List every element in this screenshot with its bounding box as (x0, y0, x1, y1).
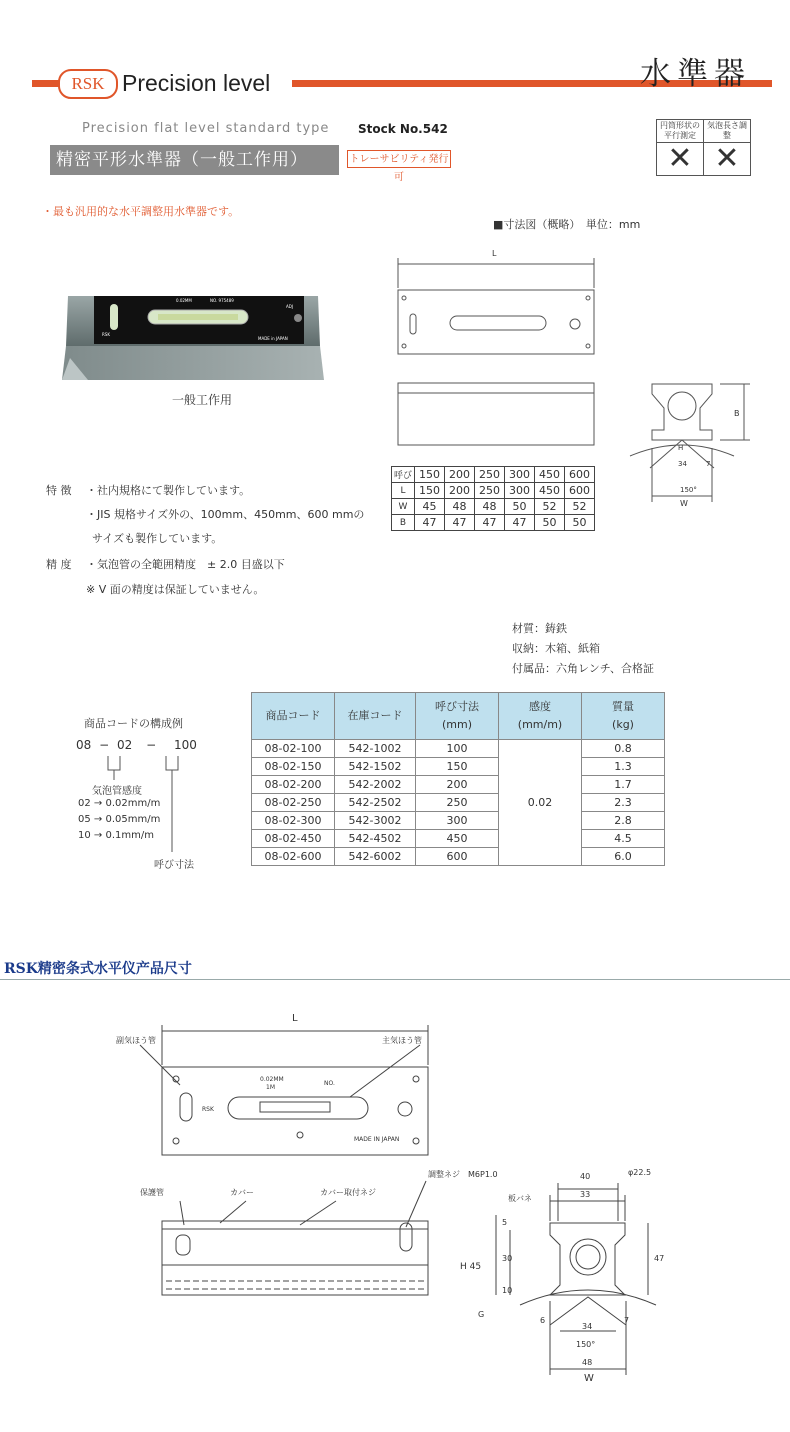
check-mark-bubble: ✕ (704, 143, 751, 176)
size-cell: 450 (535, 467, 565, 483)
cell-product-code: 08-02-300 (252, 812, 335, 830)
table-row (252, 776, 665, 794)
dim-angle-label: 150° (680, 486, 697, 494)
cell-stock-code: 542-1502 (335, 758, 416, 776)
cell-size: 100 (416, 740, 499, 758)
traceability-badge: トレーサビリティ発行可 (347, 150, 451, 168)
size-cell: 300 (505, 467, 535, 483)
size-cell: 200 (445, 483, 475, 499)
size-cell: 250 (475, 467, 505, 483)
cell-mass: 4.5 (582, 830, 665, 848)
product-photo (58, 288, 328, 388)
dimension-title: ■寸法図（概略） 単位：mm (493, 218, 641, 231)
subtitle-en: Precision flat level standard type (82, 121, 330, 136)
cell-stock-code: 542-1002 (335, 740, 416, 758)
technical-drawing (110, 1005, 670, 1385)
s2-sens-sub-label: 1M (266, 1084, 275, 1091)
col-header-stock-code: 在庫コード (335, 693, 416, 740)
dim-H-label: H (678, 444, 684, 452)
check-table (656, 119, 751, 176)
photo-adj-label: ADJ (286, 304, 293, 309)
table-row (252, 758, 665, 776)
sensitivity-option-2: 05 → 0.05mm/m (78, 814, 161, 825)
s2-dim-47: 47 (654, 1254, 665, 1263)
cell-size: 250 (416, 794, 499, 812)
sensitivity-label: 気泡管感度 (92, 786, 142, 797)
cell-stock-code: 542-4502 (335, 830, 416, 848)
dim-7-label: 7 (706, 460, 711, 468)
s2-main-tube-label: 主気ほう管 (382, 1036, 422, 1045)
cell-mass: 6.0 (582, 848, 665, 866)
s2-cover-screw-label: カバー取付ネジ (320, 1188, 376, 1197)
accuracy-label: 精 度 (46, 558, 72, 571)
table-row (252, 812, 665, 830)
s2-leaf-spring-label: 板バネ (508, 1194, 532, 1203)
size-cell: 450 (535, 483, 565, 499)
s2-made-label: MADE IN JAPAN (354, 1136, 400, 1143)
cell-size: 600 (416, 848, 499, 866)
s2-dim-33: 33 (580, 1190, 591, 1199)
check-header-cylinder: 円筒形状の平行測定 (657, 120, 704, 143)
section2-title: RSK精密条式水平仪产品尺寸 (4, 961, 192, 977)
size-cell: 300 (505, 483, 535, 499)
size-row-label: B (392, 515, 415, 531)
size-cell: 47 (415, 515, 445, 531)
s2-no-label: NO. (324, 1080, 335, 1087)
photo-serial-label: NO. 975489 (210, 298, 234, 303)
cell-stock-code: 542-2002 (335, 776, 416, 794)
s2-L-label: L (292, 1013, 298, 1024)
s2-dim-7: 7 (624, 1316, 630, 1325)
s2-dim-40: 40 (580, 1172, 591, 1181)
s2-dim-34: 34 (582, 1322, 593, 1331)
stock-number: Stock No.542 (358, 122, 448, 136)
sensitivity-option-3: 10 → 0.1mm/m (78, 830, 154, 841)
material-line-1: 材質：鋳鉄 (512, 622, 567, 635)
s2-dim-10: 10 (502, 1286, 513, 1295)
size-cell: 47 (445, 515, 475, 531)
size-row-B (392, 515, 595, 531)
cell-size: 200 (416, 776, 499, 794)
dim-34-label: 34 (678, 460, 687, 468)
size-cell: 48 (445, 499, 475, 515)
cell-mass: 1.7 (582, 776, 665, 794)
size-row-label: L (392, 483, 415, 499)
photo-made-label: MADE in JAPAN (258, 336, 288, 341)
product-name: 精密平形水準器（一般工作用） (50, 145, 339, 175)
s2-dim-6: 6 (540, 1316, 546, 1325)
product-table (251, 692, 665, 866)
s2-cover-label: カバー (230, 1188, 254, 1197)
size-table (391, 466, 595, 531)
cell-mass: 2.8 (582, 812, 665, 830)
accuracy-note: ※ V 面の精度は保証していません。 (86, 583, 265, 596)
size-row-nominal (392, 467, 595, 483)
s2-dim-30: 30 (502, 1254, 513, 1263)
size-cell: 50 (505, 499, 535, 515)
s2-logo-label: RSK (202, 1106, 214, 1113)
check-mark-cylinder: ✕ (657, 143, 704, 176)
photo-logo-label: RSK (102, 332, 110, 337)
size-row-L (392, 483, 595, 499)
size-cell: 200 (445, 467, 475, 483)
cell-mass: 0.8 (582, 740, 665, 758)
feature-line-1: ・社内規格にて製作しています。 (86, 484, 251, 497)
code-example-codes (76, 738, 197, 752)
feature-line-3: サイズも製作しています。 (92, 532, 223, 545)
cell-mass: 1.3 (582, 758, 665, 776)
size-cell: 47 (505, 515, 535, 531)
material-line-3: 付属品：六角レンチ、合格証 (512, 662, 654, 675)
table-row (252, 794, 665, 812)
table-row (252, 740, 665, 758)
size-row-W (392, 499, 595, 515)
check-header-bubble: 気泡長さ調 整 (704, 120, 751, 143)
size-cell: 48 (475, 499, 505, 515)
section2-divider (0, 979, 790, 980)
size-cell: 150 (415, 467, 445, 483)
dim-L-label: L (492, 249, 497, 258)
feature-line-2: ・JIS 規格サイズ外の、100mm、450mm、600 mmの (86, 508, 365, 521)
cell-product-code: 08-02-600 (252, 848, 335, 866)
cell-product-code: 08-02-450 (252, 830, 335, 848)
size-cell: 150 (415, 483, 445, 499)
code-part-1: 08 (76, 738, 92, 752)
code-dash-1: − (99, 738, 110, 752)
photo-caption: 一般工作用 (172, 393, 233, 407)
cell-stock-code: 542-6002 (335, 848, 416, 866)
cell-mass: 2.3 (582, 794, 665, 812)
sensitivity-option-1: 02 → 0.02mm/m (78, 798, 161, 809)
rsk-logo: RSK (58, 69, 118, 99)
col-header-size: 呼び寸法 (mm) (416, 693, 499, 740)
size-cell: 52 (535, 499, 565, 515)
cell-sensitivity: 0.02 (499, 740, 582, 866)
cell-size: 450 (416, 830, 499, 848)
code-example-title: 商品コードの構成例 (84, 717, 183, 730)
size-cell: 50 (565, 515, 595, 531)
s2-dim-H: H 45 (460, 1262, 482, 1272)
product-table-header (252, 693, 665, 740)
table-row (252, 848, 665, 866)
s2-protect-label: 保護管 (140, 1188, 164, 1197)
col-header-sensitivity: 感度 (mm/m) (499, 693, 582, 740)
size-cell: 600 (565, 467, 595, 483)
col-header-mass: 質量 (kg) (582, 693, 665, 740)
s2-dim-G: G (478, 1310, 485, 1319)
cell-stock-code: 542-2502 (335, 794, 416, 812)
s2-adj-screw-label: 調整ネジ M6P1.0 (428, 1170, 498, 1179)
s2-sens-label: 0.02MM (260, 1076, 284, 1083)
title-en: Precision level (122, 70, 271, 96)
cell-product-code: 08-02-200 (252, 776, 335, 794)
cell-product-code: 08-02-250 (252, 794, 335, 812)
table-row (252, 830, 665, 848)
size-cell: 52 (565, 499, 595, 515)
cell-size: 150 (416, 758, 499, 776)
material-line-2: 収納：木箱、紙箱 (512, 642, 600, 655)
s2-phi: φ22.5 (628, 1168, 652, 1177)
dim-W-label: W (680, 499, 688, 508)
s2-dim-W: W (584, 1373, 594, 1384)
size-header: 呼び (392, 467, 415, 483)
code-dash-2: − (146, 738, 157, 752)
s2-dim-48: 48 (582, 1358, 593, 1367)
cell-product-code: 08-02-100 (252, 740, 335, 758)
feature-label: 特 徴 (46, 484, 72, 497)
col-header-product-code: 商品コード (252, 693, 335, 740)
cell-stock-code: 542-3002 (335, 812, 416, 830)
photo-sens-label: 0.02MM (176, 298, 192, 303)
size-row-label: W (392, 499, 415, 515)
s2-angle: 150° (576, 1340, 596, 1349)
tagline: ・最も汎用的な水平調整用水準器です。 (42, 205, 240, 218)
size-cell: 250 (475, 483, 505, 499)
cell-product-code: 08-02-150 (252, 758, 335, 776)
s2-sub-tube-label: 副気ほう管 (116, 1036, 156, 1045)
accuracy-line: ・気泡管の全範囲精度 ± 2.0 目盛以下 (86, 558, 285, 571)
s2-dim-5: 5 (502, 1218, 508, 1227)
title-jp: 水準器 (640, 56, 751, 92)
code-part-3: 100 (174, 738, 197, 752)
size-label: 呼び寸法 (154, 860, 194, 871)
size-cell: 47 (475, 515, 505, 531)
size-cell: 50 (535, 515, 565, 531)
cell-size: 300 (416, 812, 499, 830)
code-part-2: 02 (117, 738, 133, 752)
size-cell: 45 (415, 499, 445, 515)
dim-B-label: B (734, 409, 740, 418)
size-cell: 600 (565, 483, 595, 499)
